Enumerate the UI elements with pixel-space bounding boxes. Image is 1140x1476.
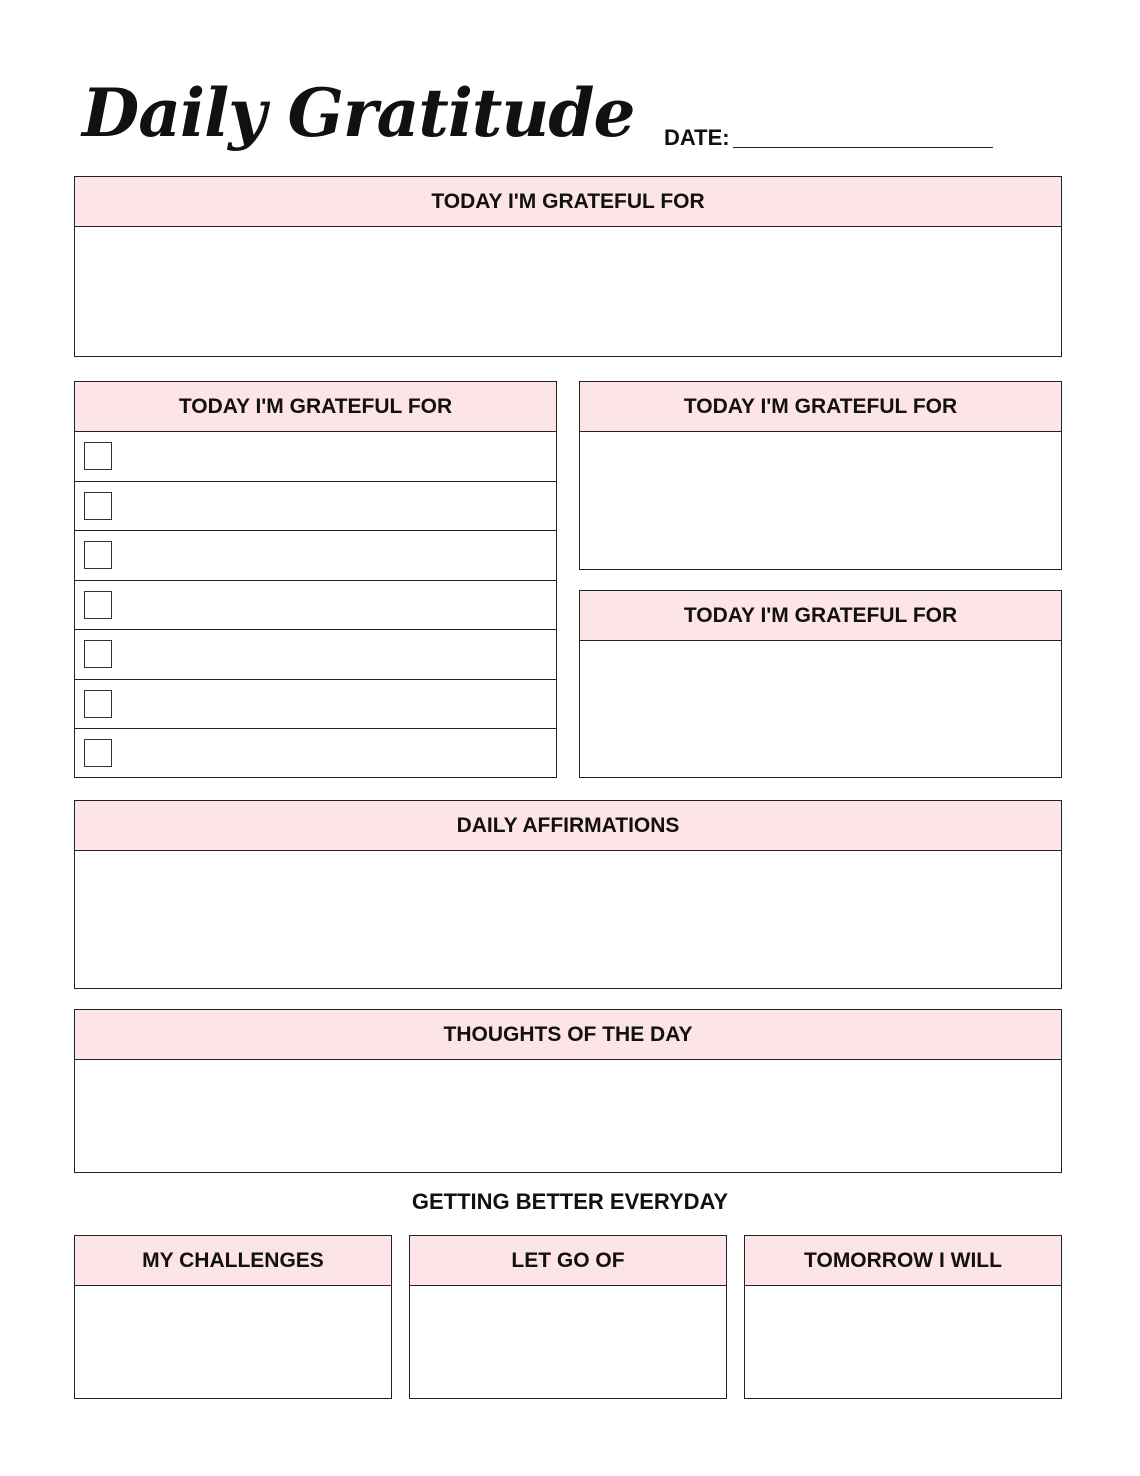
section-heading: TODAY I'M GRATEFUL FOR (580, 382, 1061, 432)
checklist-rows (75, 432, 556, 779)
writing-area[interactable] (75, 227, 1061, 356)
list-item[interactable] (75, 680, 556, 730)
writing-area[interactable] (75, 1060, 1061, 1171)
writing-area[interactable] (75, 1286, 391, 1397)
grateful-checklist (74, 381, 557, 778)
grateful-section-right-top (579, 381, 1062, 570)
grateful-section-top (74, 176, 1062, 357)
section-heading: MY CHALLENGES (75, 1236, 391, 1286)
list-item[interactable] (75, 432, 556, 482)
tomorrow-section (744, 1235, 1062, 1399)
list-item[interactable] (75, 581, 556, 631)
list-item[interactable] (75, 531, 556, 581)
affirmations-section (74, 800, 1062, 989)
date-field[interactable] (733, 147, 993, 148)
grateful-section-right-bottom (579, 590, 1062, 778)
let-go-section (409, 1235, 727, 1399)
section-heading: TODAY I'M GRATEFUL FOR (75, 382, 556, 432)
section-heading: TOMORROW I WILL (745, 1236, 1061, 1286)
page-title: Daily Gratitude (82, 74, 635, 152)
getting-better-heading: GETTING BETTER EVERYDAY (411, 1189, 729, 1214)
list-item[interactable] (75, 729, 556, 779)
date-label: DATE: (664, 125, 730, 150)
section-heading: TODAY I'M GRATEFUL FOR (580, 591, 1061, 641)
section-heading: TODAY I'M GRATEFUL FOR (75, 177, 1061, 227)
checkbox[interactable] (84, 640, 112, 668)
list-item[interactable] (75, 482, 556, 532)
section-heading: THOUGHTS OF THE DAY (75, 1010, 1061, 1060)
checkbox[interactable] (84, 541, 112, 569)
section-heading: DAILY AFFIRMATIONS (75, 801, 1061, 851)
list-item[interactable] (75, 630, 556, 680)
writing-area[interactable] (410, 1286, 726, 1397)
checkbox[interactable] (84, 739, 112, 767)
thoughts-section (74, 1009, 1062, 1173)
writing-area[interactable] (580, 432, 1061, 568)
writing-area[interactable] (580, 641, 1061, 776)
checkbox[interactable] (84, 492, 112, 520)
checkbox[interactable] (84, 442, 112, 470)
section-heading: LET GO OF (410, 1236, 726, 1286)
checkbox[interactable] (84, 591, 112, 619)
writing-area[interactable] (745, 1286, 1061, 1397)
challenges-section (74, 1235, 392, 1399)
writing-area[interactable] (75, 851, 1061, 987)
checkbox[interactable] (84, 690, 112, 718)
